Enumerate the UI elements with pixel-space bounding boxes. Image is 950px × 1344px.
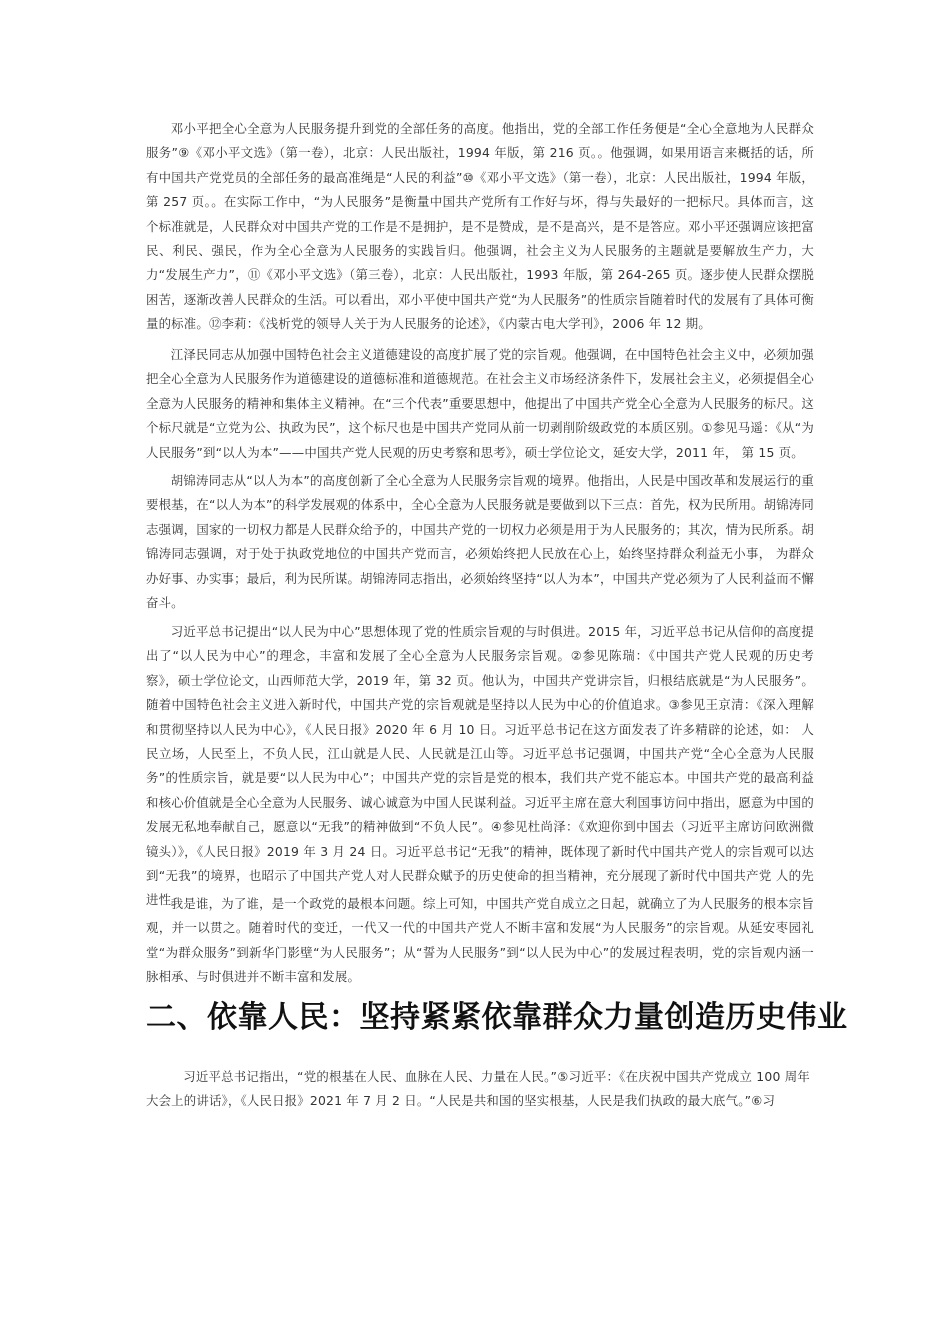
paragraph-summary: 我是谁，为了谁，是一个政党的最根本问题。综上可知，中国共产党自成立之日起，就确立了为人民服务的根本宗旨观，并一以贯之。随着时代的变迁，一代又一代的中国共产党人不断丰富和发展“为人民服务”的宗旨观。从延安枣园礼堂“为群众服务”到新华门影壁“为人民服务”；从“誓为人民服务”到“以人民为中心”的发展过程表明，党的宗旨观内涵一脉相承、与时俱进并不断丰富和发展。 [146,896,814,985]
paragraph-xi-jinping: 习近平总书记提出“以人民为中心”思想体现了党的性质宗旨观的与时俱进。2015 年，习近平总书记从信仰的高度提出了“以人民为中心”的理念，丰富和发展了全心全意为人民服务宗旨观。②参见陈瑞：《中国共产党人民观的历史考 察》，硕士学位论文，山西师范大学，2019 年，第 32 页。他认为，中国共产党讲宗旨，归根结底就是“为人民服务”。随着中国特色社会主义进入新时代，中国共产党的宗旨观就是坚持以人民为中心的价值追求。③参见王京清：《深入理解和贯彻坚持以人民为中心》，《人民日报》2020 年 6 月 10 日。习近平总书记在这方面发表了许多精辟的论述，如： 人民立场，人民至上，不负人民，江山就是人民、人民就是江山等。习近平总书记强调，中国共产党“全心全意为人民服务”的性质宗旨，就是要“以人民为中心”；中国共产党的宗旨是党的根本，我们共产党不能忘本。中国共产党的最高利益和核心价值就是全心全意为人民服务、诚心诚意为中国人民谋利益。习近平主席在意大利国事访问中指出，愿意为中国的发展无私地奉献自己，愿意以“无我”的精神做到“不负人民”。④参见杜尚泽：《欢迎你到中国去（习近平主席访问欧洲微镜头）》，《人民日报》2019 年 3 月 24 日。习近平总书记“无我”的精神，既体现了新时代中国共产党人的宗旨观可以达到“无我”的境界，也昭示了中国共产党人对人民群众赋予的历史使命的担当精神，充分展现了新时代中国共产党 人的先进性。 [146,624,814,908]
paragraph-section-two-intro: 习近平总书记指出，“党的根基在人民、血脉在人民、力量在人民。”⑤习近平：《在庆祝中国共产党成立 100 周年大会上的讲话》，《人民日报》2021 年 7 月 2 日。“人民是共和国的坚实根基，人民是我们执政的最大底气。”⑥习 [146,1069,810,1109]
paragraph-jiang-zemin: 江泽民同志从加强中国特色社会主义道德建设的高度扩展了党的宗旨观。他强调，在中国特色社会主义中，必须加强把全心全意为人民服务作为道德建设的道德标准和道德规范。在社会主义市场经济条件下，发展社会主义，必须提倡全心全意为人民服务的精神和集体主义精神。在“三个代表”重要思想中，他提出了中国共产党全心全意为人民服务的标尺。这个标尺就是“立党为公、执政为民”，这个标尺也是中国共产党同从前一切剥削阶级政党的本质区别。①参见马遥：《从“为人民服务”到“以人为本”——中国共产党人民观的历史考察和思考》，硕士学位论文，延安大学，2011 年， 第 15 页。 [146,347,814,460]
section-heading: 二、依靠人民：坚持紧紧依靠群众力量创造历史伟业 [146,1000,848,1035]
paragraph-hu-jintao: 胡锦涛同志从“以人为本”的高度创新了全心全意为人民服务宗旨观的境界。他指出，人民是中国改革和发展运行的重要根基，在“以人为本”的科学发展观的体系中，全心全意为人民服务就是要做到以下三点：首先，权为民所用。胡锦涛同志强调，国家的一切权力都是人民群众给予的，中国共产党的一切权力必须是用于为人民服务的；其次，情为民所系。胡锦涛同志强调，对于处于执政党地位的中国共产党而言，必须始终把人民放在心上，始终坚持群众利益无小事， 为群众办好事、办实事；最后，利为民所谋。胡锦涛同志指出，必须始终坚持“以人为本”，中国共产党必须为了人民利益而不懈奋斗。 [146,473,814,611]
paragraph-deng-xiaoping: 邓小平把全心全意为人民服务提升到党的全部任务的高度。他指出，党的全部工作任务便是“全心全意地为人民群众服务”⑨《邓小平文选》（第一卷），北京：人民出版社，1994 年版，第 216 页。。他强调，如果用语言来概括的话，所有中国共产党党员的全部任务的最高准绳是“人民的利益”⑩《邓小平文选》（第一卷），北京：人民出版社，1994 年版，第 257 页。。在实际工作中，“为人民服务”是衡量中国共产党所有工作好与坏，得与失最好的一把标尺。具体而言，这个标准就是，人民群众对中国共产党的工作是不是拥护，是不是赞成，是不是高兴，是不是答应。邓小平还强调应该把富民、利民、强民，作为全心全意为人民服务的实践旨归。他强调，社会主义为人民服务的主题就是要解放生产力，大力“发展生产力”，⑪《邓小平文选》（第三卷），北京：人民出版社，1993 年版，第 264-265 页。逐步使人民群众摆脱困苦，逐渐改善人民群众的生活。可以看出，邓小平使中国共产党“为人民服务”的性质宗旨随着时代的发展有了具体可衡量的标准。⑫李莉：《浅析党的领导人关于为人民服务的论述》，《内蒙古电大学刊》，2006 年 12 期。 [146,121,814,332]
